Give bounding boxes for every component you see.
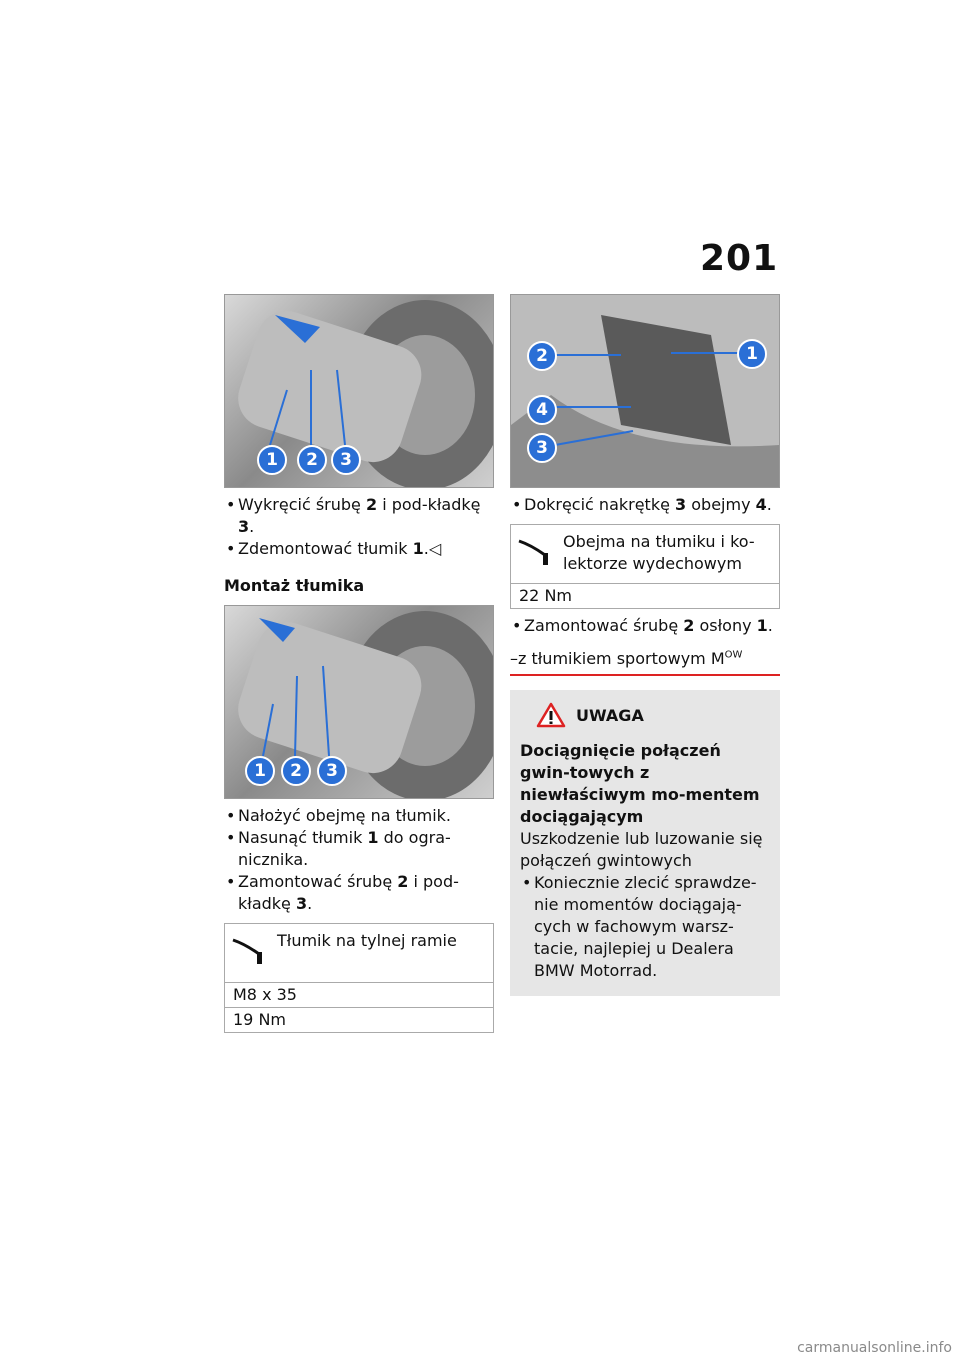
exhaust-removal-photo — [224, 294, 494, 488]
step-item: • Nasunąć tłumik 1 do ogra-nicznika. — [224, 827, 494, 871]
removal-steps — [224, 494, 494, 560]
step-item: • Dokręcić nakrętkę 3 obejmy 4. — [510, 494, 780, 516]
left-column — [224, 294, 494, 1033]
warning-box — [510, 690, 780, 996]
warning-title: Dociągnięcie połączeń gwin-towych z niewłaściwym mo-mentem dociągającym — [520, 741, 760, 826]
option-line: –z tłumikiem sportowym $M^{OW}$ — [510, 649, 780, 676]
warning-text: Uszkodzenie lub luzowanie się połączeń gwintowych — [520, 829, 763, 870]
step-item: • Zamontować śrubę 2 osłony 1. — [510, 615, 780, 637]
step-item: • Wykręcić śrubę 2 i pod-kładkę 3. — [224, 494, 494, 538]
warning-triangle-icon — [536, 702, 566, 728]
badge-2: 2 — [527, 341, 557, 371]
torque-title: Obejma na tłumiku i ko-lektorze wydechowym — [563, 532, 755, 573]
badge-3: 3 — [527, 433, 557, 463]
step-item: • Zdemontować tłumik 1.◁ — [224, 538, 494, 560]
cover-steps — [510, 615, 780, 637]
footer-watermark: carmanualsonline.info — [797, 1340, 952, 1356]
warning-header — [536, 702, 770, 728]
wrench-icon — [231, 936, 271, 966]
torque-title: Tłumik na tylnej ramie — [277, 931, 457, 950]
badge-4: 4 — [527, 395, 557, 425]
section-title: Montaż tłumika — [224, 576, 365, 595]
torque-header — [511, 525, 779, 584]
badge-2: 2 — [297, 445, 327, 475]
exhaust-install-photo — [224, 605, 494, 799]
badge-2: 2 — [281, 756, 311, 786]
wrench-icon — [517, 537, 557, 567]
step-item: • Zamontować śrubę 2 i pod-kładkę 3. — [224, 871, 494, 915]
step-item: • Nałożyć obejmę na tłumik. — [224, 805, 494, 827]
torque-header — [225, 924, 493, 983]
badge-1: 1 — [245, 756, 275, 786]
torque-table — [510, 524, 780, 609]
badge-1: 1 — [737, 339, 767, 369]
badge-3: 3 — [331, 445, 361, 475]
page-number: 201 — [700, 238, 779, 279]
torque-row: M8 x 35 — [225, 983, 493, 1008]
clamp-photo — [510, 294, 780, 488]
warning-label: UWAGA — [576, 705, 644, 725]
badge-3: 3 — [317, 756, 347, 786]
clamp-steps — [510, 494, 780, 516]
warning-bullet: • Koniecznie zlecić sprawdze-nie momentów dociągają-cych w fachowym warsz-tacie, najlepiej u Dealera BMW Motorrad. — [520, 872, 770, 982]
install-steps — [224, 805, 494, 915]
torque-row: 19 Nm — [233, 1010, 286, 1029]
torque-row: 22 Nm — [519, 586, 572, 605]
right-column — [510, 294, 780, 996]
torque-table — [224, 923, 494, 1033]
badge-1: 1 — [257, 445, 287, 475]
